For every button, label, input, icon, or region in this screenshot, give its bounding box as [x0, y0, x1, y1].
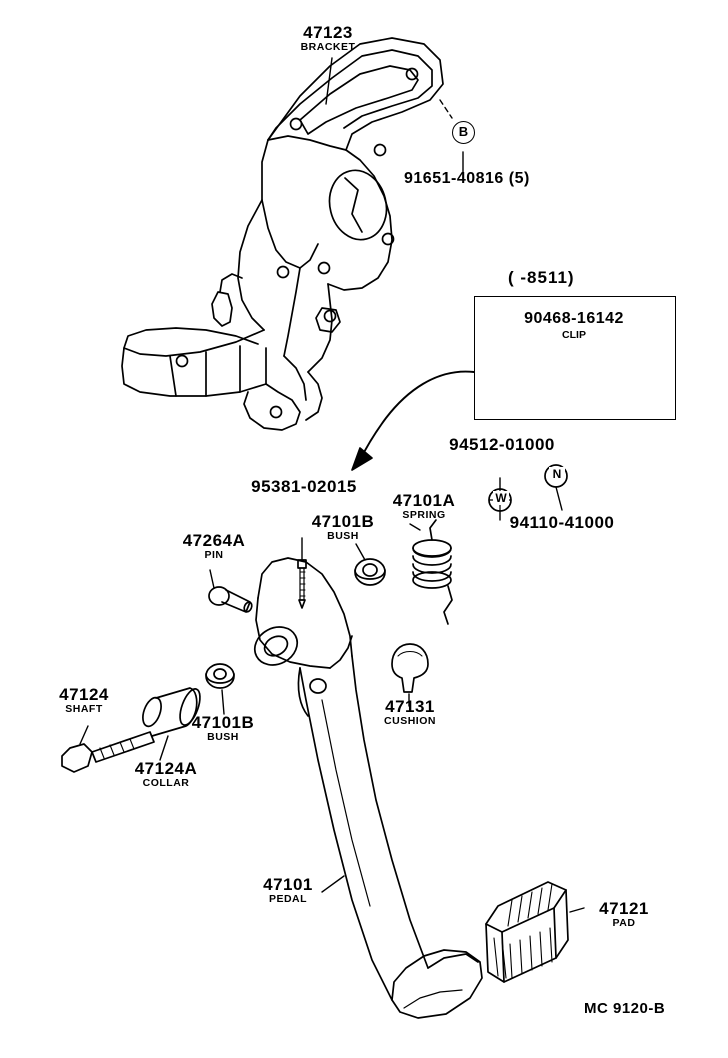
footer-diagram-code: MC 9120-B	[584, 1000, 666, 1017]
part-name-47121: PAD	[612, 917, 636, 929]
part-name-47101B-low: BUSH	[207, 731, 239, 743]
inset-range-label: ( -8511)	[508, 268, 575, 287]
inset-part-number: 90468-16142	[524, 310, 624, 327]
part-number-47101A: 47101A	[392, 491, 456, 510]
part-label-47124A	[108, 760, 224, 789]
bolt-part-number: 91651-40816 (5)	[404, 170, 530, 187]
nut-glyph-94110: N	[549, 467, 565, 481]
part-number-94512: 94512-01000	[449, 435, 555, 454]
part-name-47101: PEDAL	[268, 893, 308, 905]
part-name-47131: CUSHION	[384, 715, 436, 727]
part-number-47124A: 47124A	[134, 759, 198, 778]
part-number-47101: 47101	[263, 875, 313, 894]
part-label-47121	[576, 900, 672, 929]
part-name-47124A: COLLAR	[142, 777, 190, 789]
part-name-47101A: SPRING	[402, 509, 446, 521]
part-label-47264A	[164, 532, 264, 561]
part-label-47101B-low	[168, 714, 278, 743]
inset-part-name: CLIP	[562, 329, 586, 341]
washer-glyph-94512: W	[493, 491, 509, 505]
part-number-47124: 47124	[59, 685, 109, 704]
part-label-47123	[258, 24, 398, 53]
part-number-47121: 47121	[599, 899, 649, 918]
part-label-47124	[30, 686, 138, 715]
part-label-94110	[492, 514, 632, 532]
part-label-47131	[358, 698, 462, 727]
part-label-94512	[432, 436, 572, 454]
part-number-94110: 94110-41000	[509, 513, 615, 532]
part-number-47101B-low: 47101B	[191, 713, 255, 732]
inset-part-label	[500, 310, 648, 341]
part-number-47131: 47131	[385, 697, 435, 716]
part-number-47101B-top: 47101B	[311, 512, 375, 531]
part-number-47264A: 47264A	[182, 531, 246, 550]
part-label-47101B-top	[288, 513, 398, 542]
part-name-47101B-top: BUSH	[327, 530, 359, 542]
part-number-95381: 95381-02015	[251, 477, 357, 496]
part-number-47123: 47123	[303, 23, 353, 42]
part-name-47124: SHAFT	[65, 703, 103, 715]
part-name-47264A: PIN	[204, 549, 224, 561]
part-label-95381	[234, 478, 374, 496]
part-label-47101	[236, 876, 340, 905]
bolt-circle-b: B	[452, 121, 475, 144]
part-name-47123: BRACKET	[300, 41, 356, 53]
